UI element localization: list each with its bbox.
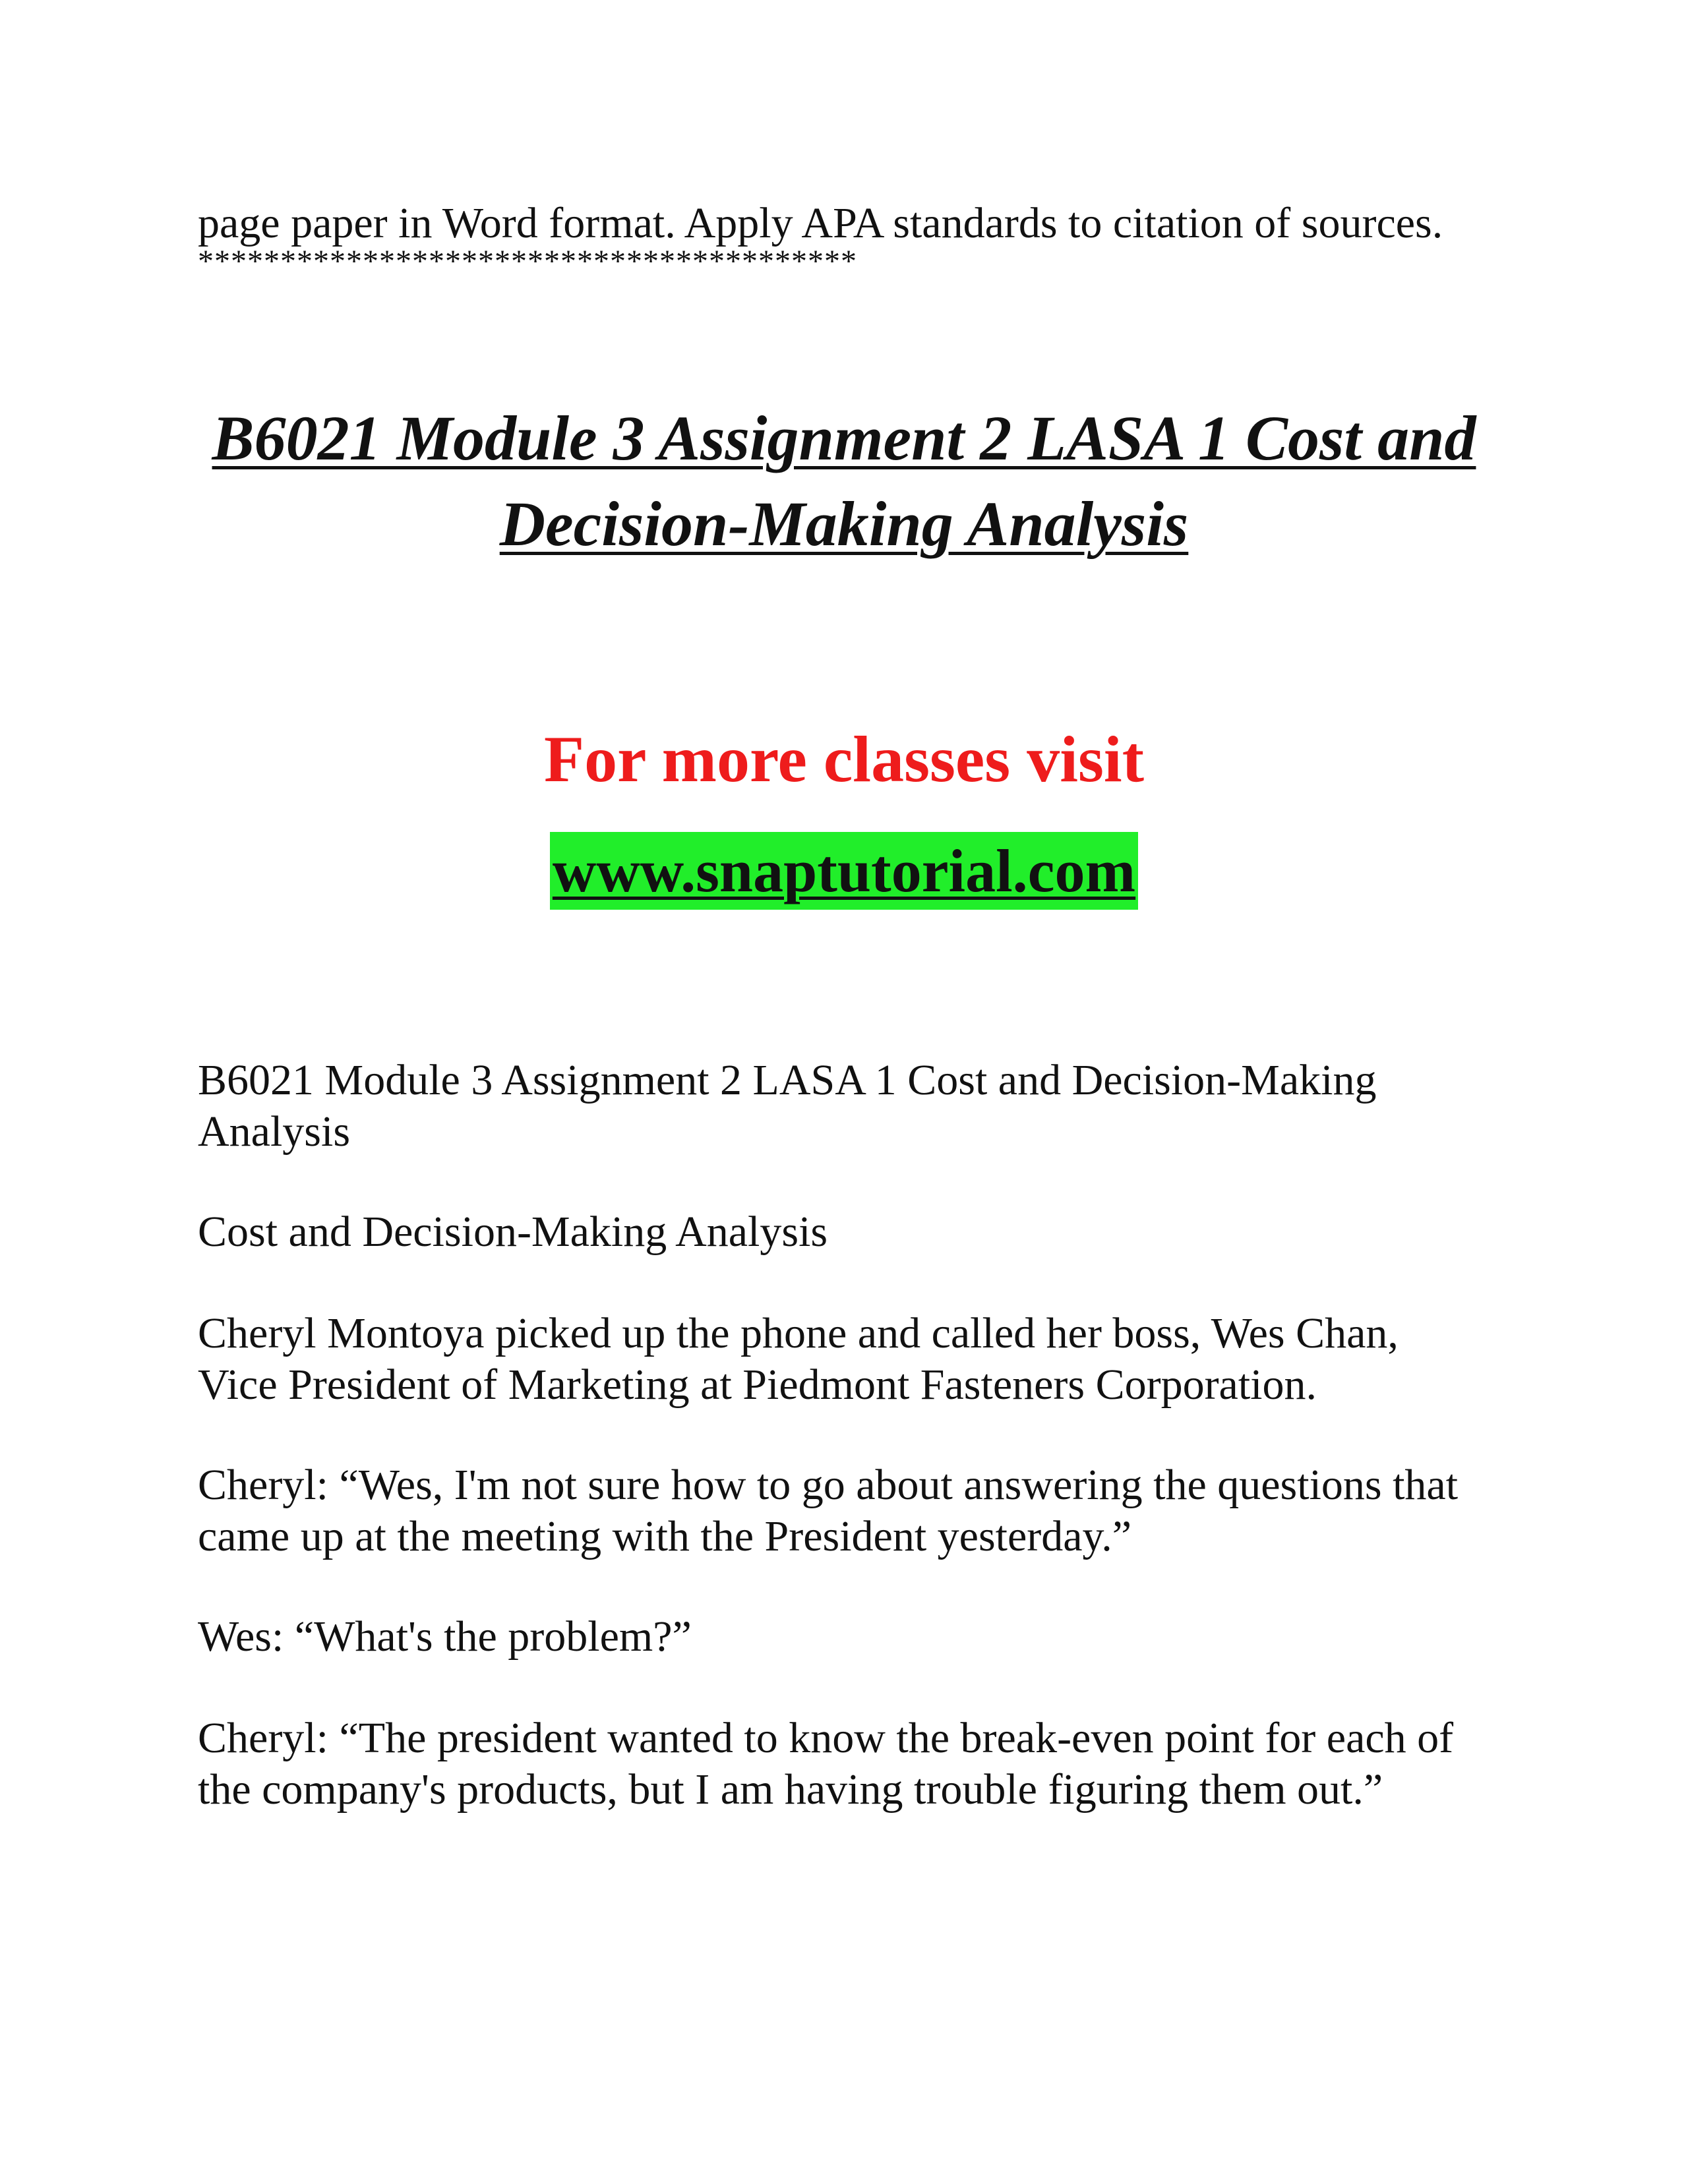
paragraph-section-heading: Cost and Decision-Making Analysis	[198, 1208, 828, 1256]
title-line-1: B6021 Module 3 Assignment 2 LASA 1 Cost and	[212, 403, 1476, 473]
title-line-2: Decision-Making Analysis	[499, 488, 1189, 559]
paragraph-narrative: Cheryl Montoya picked up the phone and called her boss, Wes Chan, Vice President of Marketing at Piedmont Fasteners Corporation.	[198, 1309, 1399, 1409]
separator-stars: ****************************************	[198, 244, 857, 279]
paragraph-assignment-title: B6021 Module 3 Assignment 2 LASA 1 Cost and Decision-Making Analysis	[198, 1056, 1377, 1156]
intro-line: page paper in Word format. Apply APA standards to citation of sources.	[198, 199, 1443, 247]
promo-website-link[interactable]: www.snaptutorial.com	[550, 832, 1138, 910]
promo-visit-text: For more classes visit	[543, 723, 1144, 796]
paragraph-dialogue-cheryl-1: Cheryl: “Wes, I'm not sure how to go about answering the questions that came up at the meeting with the President yesterday.”	[198, 1461, 1459, 1560]
document-title	[132, 396, 1556, 567]
promo-website-wrap	[0, 832, 1688, 910]
paragraph-dialogue-cheryl-2: Cheryl: “The president wanted to know the break-even point for each of the company's products, but I am having trouble figuring them out.”	[198, 1714, 1454, 1814]
paragraph-dialogue-wes: Wes: “What's the problem?”	[198, 1612, 692, 1661]
